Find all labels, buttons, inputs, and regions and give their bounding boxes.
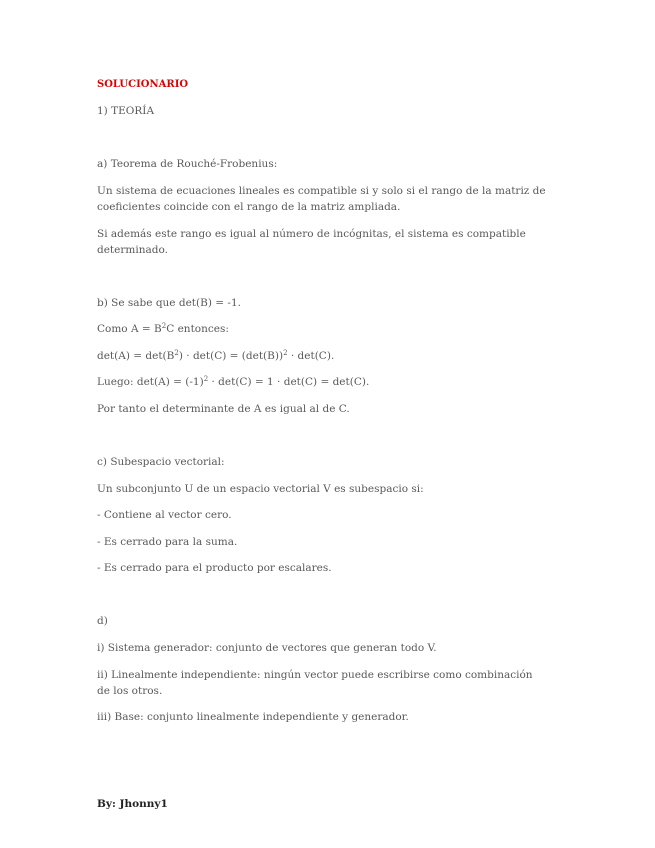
subsection-b-line-2 [97, 348, 567, 364]
subsection-a-paragraph-2: Si además este rango es igual al número de incógnitas, el sistema es compatible determinado. [97, 228, 526, 256]
text-segment: C entonces: [166, 323, 229, 335]
subsection-c-heading: c) Subespacio vectorial: [97, 456, 225, 468]
subsection-d-heading: d) [97, 615, 108, 627]
subsection-b-line-1 [97, 321, 567, 337]
list-item: iii) Base: conjunto linealmente independiente y generador. [97, 711, 409, 723]
section-heading: 1) TEORÍA [97, 105, 155, 117]
subsection-a-heading: a) Teorema de Rouché-Frobenius: [97, 158, 278, 170]
document-title: SOLUCIONARIO [97, 79, 189, 90]
subsection-b-line-4: Por tanto el determinante de A es igual al de C. [97, 403, 350, 415]
author-signature: By: Jhonny1 [97, 798, 168, 810]
superscript: 2 [161, 322, 167, 330]
subsection-a-paragraph-1: Un sistema de ecuaciones lineales es compatible si y solo si el rango de la matriz de coeficientes coincide con el rango de la matriz ampliada. [97, 185, 546, 213]
list-item: ii) Linealmente independiente: ningún vector puede escribirse como combinación de los otros. [97, 669, 533, 697]
superscript: 2 [203, 375, 209, 383]
text-segment: · det(C). [287, 350, 335, 362]
superscript: 2 [283, 349, 288, 357]
subsection-c-intro: Un subconjunto U de un espacio vectorial V es subespacio si: [97, 483, 424, 495]
list-item: - Es cerrado para la suma. [97, 536, 238, 548]
subsection-b-line-3 [97, 374, 567, 390]
text-segment: ) · det(C) = (det(B)) [178, 350, 284, 362]
list-item: - Contiene al vector cero. [97, 509, 232, 521]
subsection-b-heading: b) Se sabe que det(B) = -1. [97, 297, 241, 309]
list-item: i) Sistema generador: conjunto de vectores que generan todo V. [97, 642, 437, 654]
text-segment: Como A = B [97, 323, 162, 335]
text-segment: · det(C) = 1 · det(C) = det(C). [208, 376, 370, 388]
text-segment: Luego: det(A) = (-1) [97, 376, 204, 388]
text-segment: det(A) = det(B [97, 350, 175, 362]
list-item: - Es cerrado para el producto por escalares. [97, 562, 332, 574]
superscript: 2 [174, 349, 179, 357]
